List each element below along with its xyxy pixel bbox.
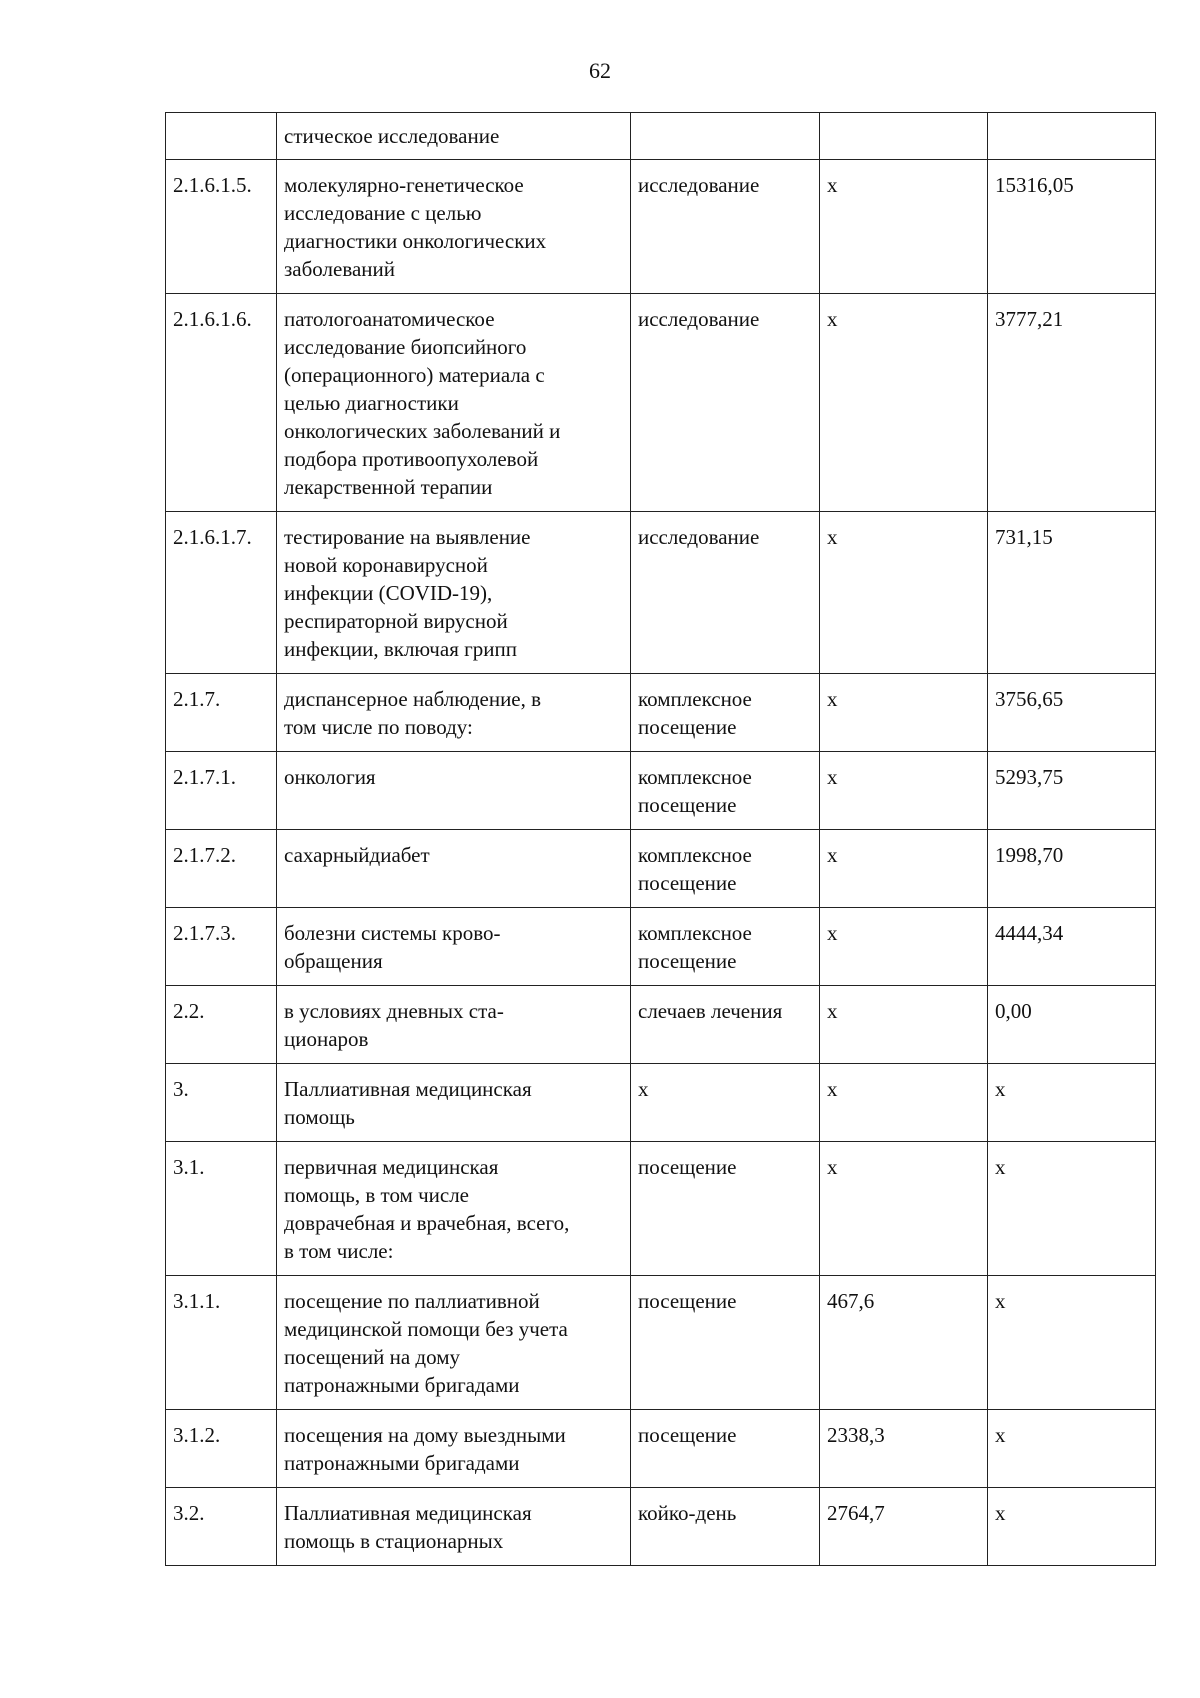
row-value-1: 2764,7 — [820, 1488, 988, 1566]
row-name: первичная медицинская помощь, в том числе доврачебная и врачебная, всего, в том числе: — [277, 1142, 631, 1276]
row-code: 2.1.6.1.7. — [166, 512, 277, 674]
row-value-1: х — [820, 1064, 988, 1142]
row-value-2: х — [988, 1276, 1156, 1410]
table-row — [166, 294, 1156, 512]
row-value-2: 3756,65 — [988, 674, 1156, 752]
table-row — [166, 986, 1156, 1064]
row-name: в условиях дневных ста- ционаров — [277, 986, 631, 1064]
table-row — [166, 1142, 1156, 1276]
row-code: 2.1.7. — [166, 674, 277, 752]
row-unit: исследование — [631, 160, 820, 294]
table-row — [166, 674, 1156, 752]
row-unit: х — [631, 1064, 820, 1142]
row-unit: посещение — [631, 1142, 820, 1276]
row-code: 2.1.7.3. — [166, 908, 277, 986]
row-name: патологоанатомическое исследование биопсийного (операционного) материала с целью диагностики онкологических заболеваний и подбора противоопухолевой лекарственной терапии — [277, 294, 631, 512]
row-unit: комплексное посещение — [631, 830, 820, 908]
row-value-1: 467,6 — [820, 1276, 988, 1410]
row-value-1: х — [820, 512, 988, 674]
row-name: молекулярно-генетическое исследование с целью диагностики онкологических заболеваний — [277, 160, 631, 294]
table-row — [166, 908, 1156, 986]
row-value-1: х — [820, 294, 988, 512]
table-row — [166, 1410, 1156, 1488]
row-name: стическое исследование — [277, 113, 631, 160]
table-row — [166, 512, 1156, 674]
row-name: посещение по паллиативной медицинской помощи без учета посещений на дому патронажными бригадами — [277, 1276, 631, 1410]
row-code: 3. — [166, 1064, 277, 1142]
row-value-2: 5293,75 — [988, 752, 1156, 830]
row-value-1: х — [820, 1142, 988, 1276]
row-code — [166, 113, 277, 160]
row-value-2: х — [988, 1142, 1156, 1276]
row-unit: комплексное посещение — [631, 752, 820, 830]
row-value-2: х — [988, 1064, 1156, 1142]
row-value-1 — [820, 113, 988, 160]
row-value-1: х — [820, 674, 988, 752]
row-value-1: 2338,3 — [820, 1410, 988, 1488]
row-unit: комплексное посещение — [631, 674, 820, 752]
row-unit: посещение — [631, 1410, 820, 1488]
row-code: 2.1.7.2. — [166, 830, 277, 908]
row-unit: исследование — [631, 294, 820, 512]
row-value-1: х — [820, 830, 988, 908]
row-code: 3.1.1. — [166, 1276, 277, 1410]
row-code: 2.2. — [166, 986, 277, 1064]
row-value-2: 3777,21 — [988, 294, 1156, 512]
table-row — [166, 752, 1156, 830]
row-name: Паллиативная медицинская помощь в стационарных — [277, 1488, 631, 1566]
row-name: Паллиативная медицинская помощь — [277, 1064, 631, 1142]
row-value-2: 15316,05 — [988, 160, 1156, 294]
row-code: 3.1.2. — [166, 1410, 277, 1488]
table-row — [166, 1064, 1156, 1142]
row-name: сахарныйдиабет — [277, 830, 631, 908]
row-value-2: 0,00 — [988, 986, 1156, 1064]
row-value-2: 4444,34 — [988, 908, 1156, 986]
row-name: тестирование на выявление новой коронавирусной инфекции (COVID-19), респираторной вирусной инфекции, включая грипп — [277, 512, 631, 674]
table-row — [166, 160, 1156, 294]
row-name: онкология — [277, 752, 631, 830]
row-unit — [631, 113, 820, 160]
row-unit: койко-день — [631, 1488, 820, 1566]
row-value-2: 1998,70 — [988, 830, 1156, 908]
tariff-table — [165, 112, 1156, 1566]
row-value-1: х — [820, 986, 988, 1064]
row-code: 3.1. — [166, 1142, 277, 1276]
row-name: болезни системы крово- обращения — [277, 908, 631, 986]
row-value-2 — [988, 113, 1156, 160]
table-row — [166, 113, 1156, 160]
page-number: 62 — [589, 58, 611, 83]
row-name: диспансерное наблюдение, в том числе по поводу: — [277, 674, 631, 752]
row-unit: исследование — [631, 512, 820, 674]
row-value-1: х — [820, 908, 988, 986]
row-code: 2.1.6.1.6. — [166, 294, 277, 512]
row-unit: посещение — [631, 1276, 820, 1410]
table-row — [166, 1488, 1156, 1566]
row-unit: комплексное посещение — [631, 908, 820, 986]
row-unit: слечаев лечения — [631, 986, 820, 1064]
row-value-2: х — [988, 1488, 1156, 1566]
row-value-1: х — [820, 752, 988, 830]
row-value-1: х — [820, 160, 988, 294]
table-row — [166, 830, 1156, 908]
row-code: 2.1.7.1. — [166, 752, 277, 830]
row-code: 3.2. — [166, 1488, 277, 1566]
table-row — [166, 1276, 1156, 1410]
row-code: 2.1.6.1.5. — [166, 160, 277, 294]
row-value-2: 731,15 — [988, 512, 1156, 674]
row-value-2: х — [988, 1410, 1156, 1488]
row-name: посещения на дому выездными патронажными бригадами — [277, 1410, 631, 1488]
